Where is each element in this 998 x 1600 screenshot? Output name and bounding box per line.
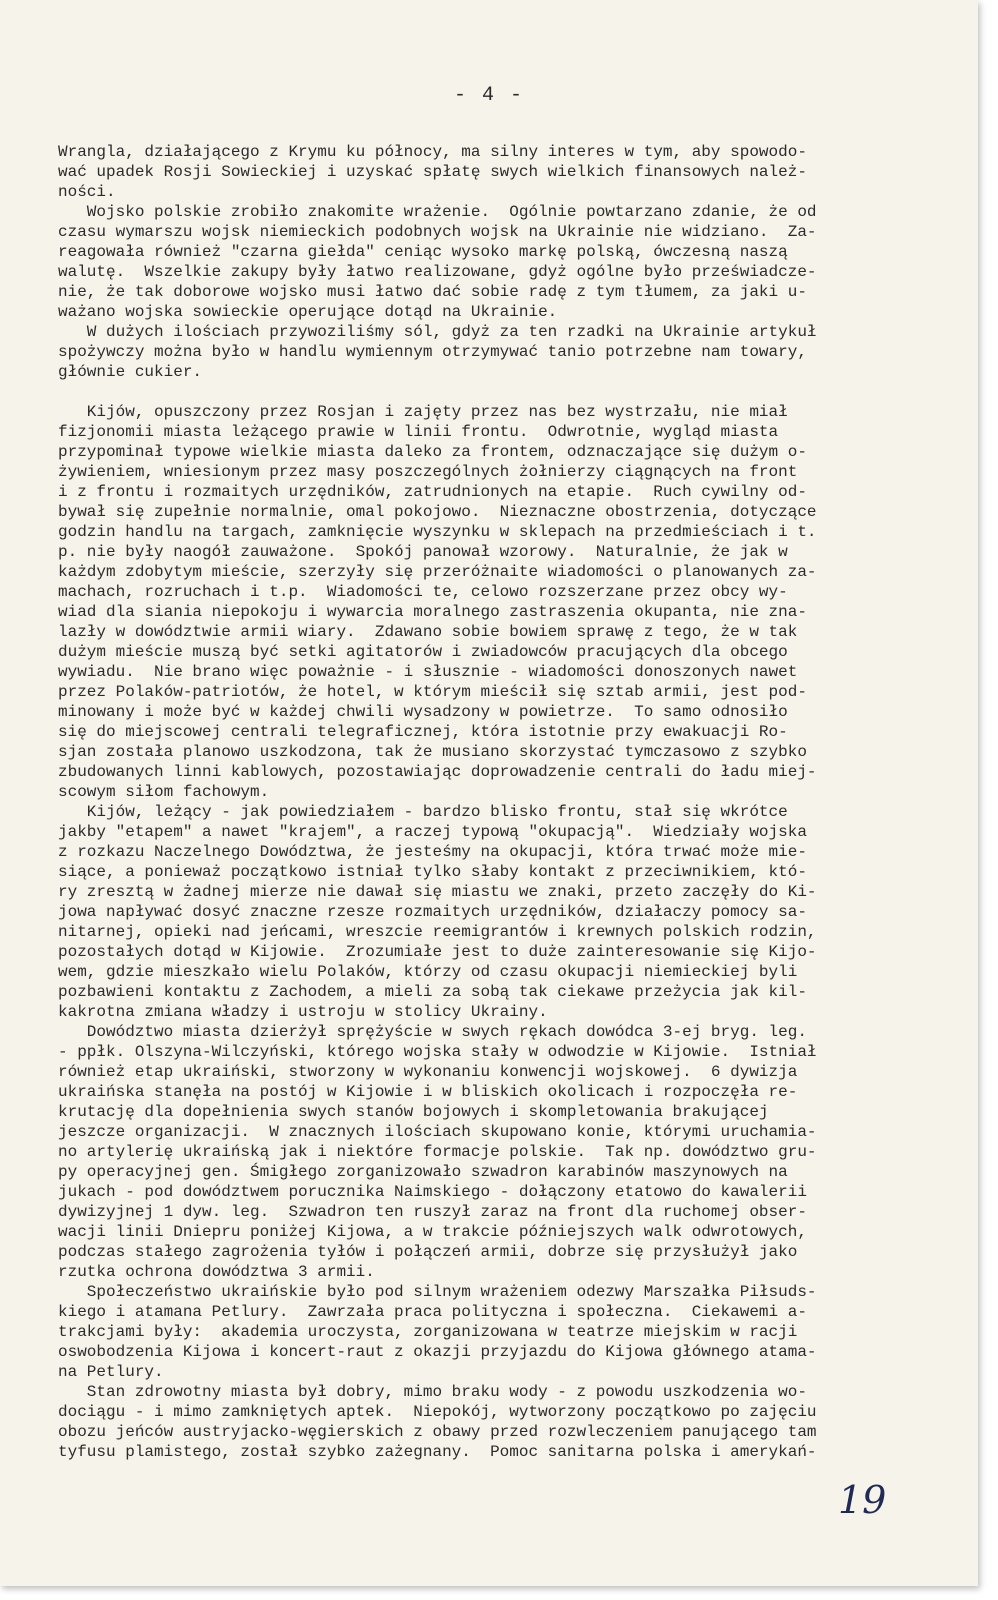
- paragraph-2: Wojsko polskie zrobiło znakomite wrażenie. Ogólnie powtarzano zdanie, że od czasu wymarszu wojsk niemieckich podobnych wojsk na Ukrainie nie widziano. Za- reagowała również "czarna giełda" ceniąc wysoko markę polską, ówczesną naszą walutę. Wszelkie zakupy były łatwo realizowane, gdyż ogólne było przeświadcze- nie, że tak doborowe wojsko musi łatwo dać sobie radę z tym tłumem, za jaki u- ważano wojska sowieckie operujące dotąd na Ukrainie.: [58, 203, 817, 321]
- paragraph-1: Wrangla, działającego z Krymu ku północy, ma silny interes w tym, aby spowodo- wać upadek Rosji Sowieckiej i uzyskać spłatę swych wielkich finansowych należ- ności.: [58, 143, 807, 201]
- paragraph-8: Stan zdrowotny miasta był dobry, mimo braku wody - z powodu uszkodzenia wo- dociągu - i mimo zamkniętych aptek. Niepokój, wytworzony początkowo po zajęciu obozu jeńców austryjacko-węgierskich z obawy przed rozwleczeniem panującego tam tyfusu plamistego, został szybko zażegnany. Pomoc sanitarna polska i amerykań-: [58, 1383, 817, 1461]
- document-body: [58, 142, 858, 1462]
- paragraph-5: Kijów, leżący - jak powiedziałem - bardzo blisko frontu, stał się wkrótce jakby "etapem" a nawet "krajem", a raczej typową "okupacją". Wiedziały wojska z rozkazu Naczelnego Dowództwa, że jesteśmy na okupacji, która trwać może mie- siące, a ponieważ początkowo istniał tylko słaby kontakt z przeciwnikiem, któ- ry zresztą w żadnej mierze nie dawał się miastu we znaki, przeto zaczęły do Ki- jowa napływać dosyć znaczne rzesze rozmaitych urzędników, działaczy pomocy sa- nitarnej, opieki nad jeńcami, wreszcie reemigrantów i krewnych polskich rodzin, pozostałych dotąd w Kijowie. Zrozumiałe jest to duże zainteresowanie się Kijo- wem, gdzie mieszkało wielu Polaków, którzy od czasu okupacji niemieckiej byli pozbawieni kontaktu z Zachodem, a mieli za sobą tak ciekawe przeżycia jak kil- kakrotna zmiana władzy i ustroju w stolicy Ukrainy.: [58, 803, 817, 1021]
- paragraph-3: W dużych ilościach przywoziliśmy sól, gdyż za ten rzadki na Ukrainie artykuł spożywczy można było w handlu wymiennym otrzymywać tanio potrzebne nam towary, głównie cukier.: [58, 323, 817, 381]
- paragraph-gap: [58, 382, 858, 402]
- page-number: - 4 -: [453, 84, 524, 107]
- paragraph-6: Dowództwo miasta dzierżył sprężyście w swych rękach dowódca 3-ej bryg. leg. - ppłk. Olszyna-Wilczyński, którego wojska stały w odwodzie w Kijowie. Istniał również etap ukraiński, stworzony w wykonaniu konwencji wojskowej. 6 dywizja ukraińska stanęła na postój w Kijowie i w bliskich okolicach i rozpoczęła re- krutację dla dopełnienia swych stanów bojowych i skompletowania brakującej jeszcze organizacji. W znacznych ilościach skupowano konie, którymi uruchamia- no artylerię ukraińską jak i niektóre formacje polskie. Tak np. dowództwo gru- py operacyjnej gen. Śmigłego zorganizowało szwadron karabinów maszynowych na jukach - pod dowództwem porucznika Naimskiego - dołączony etatowo do kawalerii dywizyjnej 1 dyw. leg. Szwadron ten ruszył zaraz na front dla ruchomej obser- wacji linii Dniepru poniżej Kijowa, a w trakcie późniejszych walk odwrotowych, podczas stałego zagrożenia tyłów i połączeń armii, dobrze się przysłużył jako rzutka ochrona dowództwa 3 armii.: [58, 1023, 817, 1281]
- paragraph-7: Społeczeństwo ukraińskie było pod silnym wrażeniem odezwy Marszałka Piłsuds- kiego i atamana Petlury. Zawrzała praca polityczna i społeczna. Ciekawemi a- trakcjami były: akademia uroczysta, zorganizowana w teatrze miejskim w racji oswobodzenia Kijowa i koncert-raut z okazji przyjazdu do Kijowa głównego atama- na Petlury.: [58, 1283, 817, 1381]
- handwritten-folio-number: 19: [838, 1478, 887, 1522]
- paragraph-4: Kijów, opuszczony przez Rosjan i zajęty przez nas bez wystrzału, nie miał fizjonomii miasta leżącego prawie w linii frontu. Odwrotnie, wygląd miasta przypominał typowe wielkie miasta daleko za frontem, odznaczające się dużym o- żywieniem, wniesionym przez masy poszczególnych żołnierzy ciągnących na front i z frontu i rozmaitych urzędników, zatrudnionych na etapie. Ruch cywilny od- bywał się zupełnie normalnie, omal pokojowo. Nieznaczne obostrzenia, dotyczące godzin handlu na targach, zamknięcie wyszynku w sklepach na przedmieściach i t. p. nie były naogół zauważone. Spokój panował wzorowy. Naturalnie, że jak w każdym zdobytym mieście, szerzyły się przeróżnaite wiadomości o planowanych za- machach, rozruchach i t.p. Wiadomości te, celowo rozszerzane przez obcy wy- wiad dla siania niepokoju i wywarcia moralnego zastraszenia okupanta, nie zna- lazły w dowództwie armii wiary. Zdawano sobie bowiem sprawę z tego, że w tak dużym mieście muszą być setki agitatorów i zwiadowców pracujących dla obcego wywiadu. Nie brano więc poważnie - i słusznie - wiadomości donoszonych nawet przez Polaków-patriotów, że hotel, w którym mieścił się sztab armii, jest pod- minowany i może być w każdej chwili wysadzony w powietrze. To samo odnosiło się do miejscowej centrali telegraficznej, która istotnie przy ewakuacji Ro- sjan została planowo uszkodzona, tak że musiano skorzystać tymczasowo z szybko zbudowanych linni kablowych, pozostawiając doprowadzenie centrali do ładu miej- scowym siłom fachowym.: [58, 403, 817, 801]
